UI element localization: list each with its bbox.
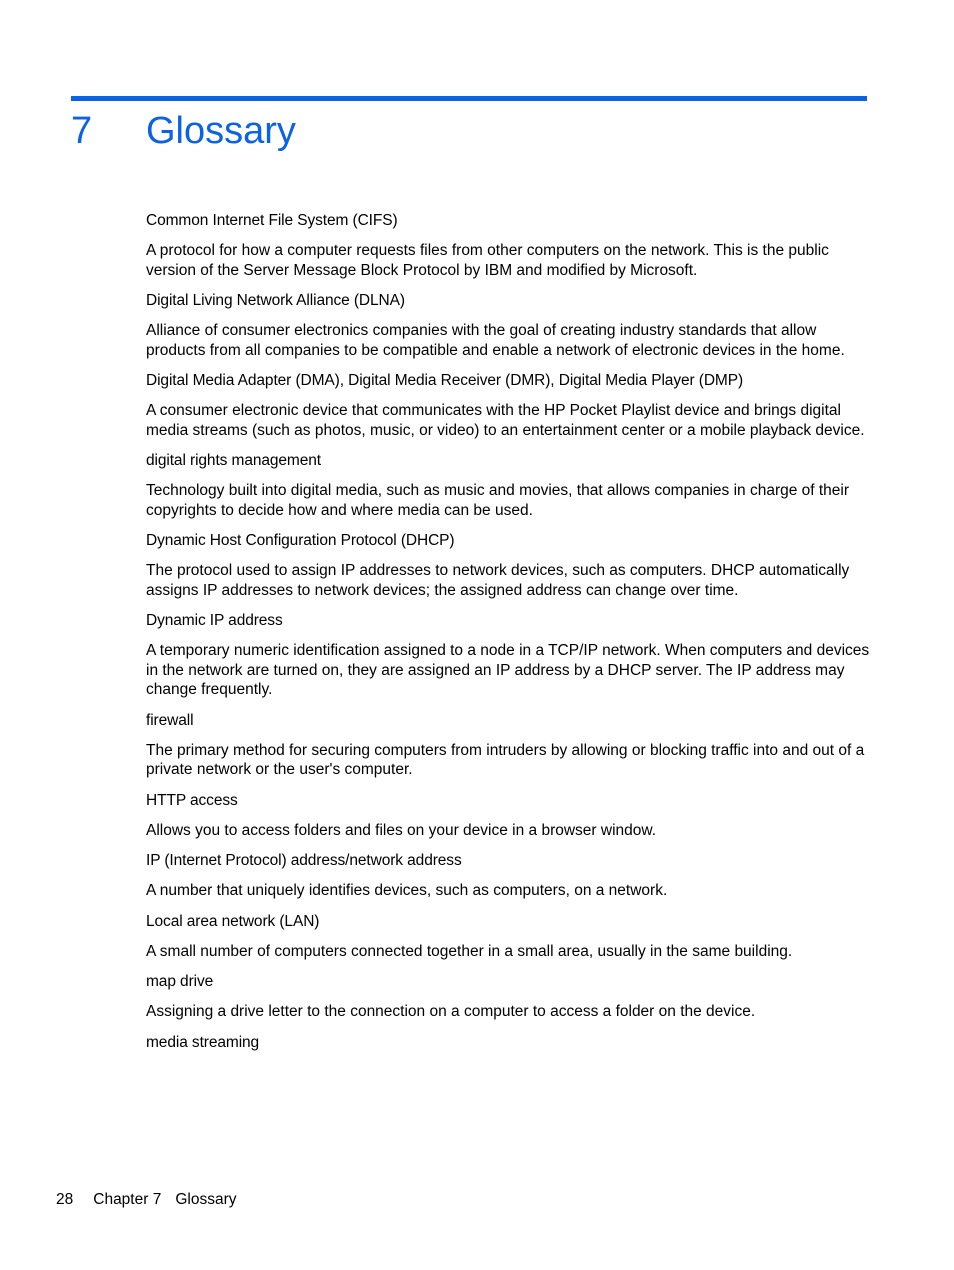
glossary-entry-dma	[146, 371, 870, 440]
glossary-term: Digital Living Network Alliance (DLNA)	[146, 292, 405, 309]
glossary-term: Digital Media Adapter (DMA), Digital Media Receiver (DMR), Digital Media Player (DMP)	[146, 372, 744, 389]
glossary-term: Dynamic IP address	[146, 612, 283, 629]
chapter-rule	[71, 96, 867, 101]
glossary-term: Common Internet File System (CIFS)	[146, 212, 398, 229]
glossary-definition: The primary method for securing computers from intruders by allowing or blocking traffic into and out of a private network or the user's computer.	[146, 741, 865, 778]
glossary-term: HTTP access	[146, 791, 238, 809]
glossary-entry-dhcp	[146, 531, 870, 600]
glossary-entry-dynamic-ip	[146, 611, 870, 700]
chapter-heading	[71, 106, 296, 156]
page-number: 28	[56, 1191, 74, 1208]
glossary-entry-lan	[146, 912, 870, 962]
glossary-term: firewall	[146, 711, 194, 729]
glossary-term: IP (Internet Protocol) address/network address	[146, 852, 462, 869]
glossary-definition: Alliance of consumer electronics companies with the goal of creating industry standards that allow products from all companies to be compatible and enable a network of electronic devices in the home.	[146, 322, 845, 359]
glossary-entry-http-access	[146, 791, 870, 841]
glossary-definition: A protocol for how a computer requests files from other computers on the network. This is the public version of the Server Message Block Protocol by IBM and modified by Microsoft.	[146, 242, 829, 279]
glossary-definition: The protocol used to assign IP addresses to network devices, such as computers. DHCP automatically assigns IP addresses to network devices; the assigned address can change over time.	[146, 562, 850, 599]
glossary-definition: Allows you to access folders and files on your device in a browser window.	[146, 821, 657, 839]
glossary-term: media streaming	[146, 1033, 260, 1051]
glossary-definition: A temporary numeric identification assigned to a node in a TCP/IP network. When computers and devices in the network are turned on, they are assigned an IP address by a DHCP server. The IP address may change frequently.	[146, 642, 870, 698]
glossary-entry-firewall	[146, 711, 870, 780]
glossary-term: map drive	[146, 973, 214, 990]
glossary-entry-ip-address	[146, 851, 870, 901]
chapter-title: Glossary	[146, 110, 296, 152]
glossary-list	[146, 211, 870, 1063]
glossary-term: digital rights management	[146, 452, 321, 469]
glossary-entry-media-streaming	[146, 1033, 870, 1053]
chapter-number: 7	[71, 110, 93, 152]
glossary-definition: A number that uniquely identifies devices, such as computers, on a network.	[146, 882, 668, 899]
glossary-term: Dynamic Host Configuration Protocol (DHCP)	[146, 532, 455, 549]
glossary-term: Local area network (LAN)	[146, 912, 320, 930]
footer-chapter-title: Glossary	[175, 1191, 237, 1208]
glossary-entry-map-drive	[146, 972, 870, 1022]
footer-chapter-label: Chapter 7	[93, 1191, 162, 1208]
glossary-definition: A small number of computers connected together in a small area, usually in the same building.	[146, 942, 793, 960]
glossary-definition: Assigning a drive letter to the connection on a computer to access a folder on the device.	[146, 1003, 756, 1020]
glossary-entry-drm	[146, 451, 870, 520]
glossary-definition: A consumer electronic device that communicates with the HP Pocket Playlist device and brings digital media streams (such as photos, music, or video) to an entertainment center or a mobile playback device.	[146, 402, 865, 439]
glossary-definition: Technology built into digital media, such as music and movies, that allows companies in charge of their copyrights to decide how and where media can be used.	[146, 482, 850, 519]
page-footer	[56, 1190, 236, 1210]
glossary-entry-dlna	[146, 291, 870, 360]
glossary-entry-cifs	[146, 211, 870, 280]
